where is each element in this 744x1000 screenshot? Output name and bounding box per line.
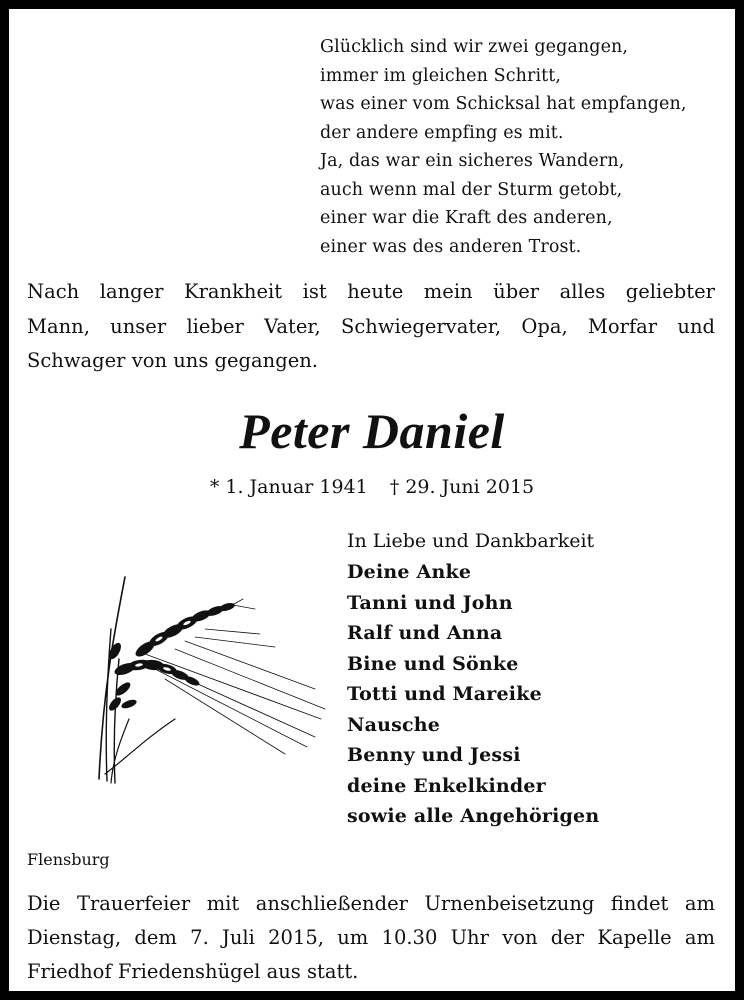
mourners-lead: In Liebe und Dankbarkeit <box>347 530 595 552</box>
mourner-name: Bine und Sönke <box>347 652 519 675</box>
intro-text <box>27 275 715 379</box>
poem-line: einer war die Kraft des anderen, <box>320 208 613 228</box>
mourner-name: Benny und Jessi <box>347 744 521 766</box>
intro-line: Mann, unser lieber Vater, Schwiegervater, Opa, Morfar und <box>27 314 715 338</box>
mourner-name: Deine Anke <box>347 561 472 583</box>
intro-line: Schwager von uns gegangen. <box>27 349 319 372</box>
poem-line: einer was des anderen Trost. <box>320 236 582 257</box>
poem-line: Ja, das war ein sicheres Wandern, <box>320 151 625 171</box>
poem-line: immer im gleichen Schritt, <box>320 65 562 86</box>
birth-date: * 1. Januar 1941 <box>209 476 368 498</box>
deceased-name: Peter Daniel <box>239 403 505 459</box>
mourner-name: Tanni und John <box>347 591 513 614</box>
mourner-name: Ralf und Anna <box>347 622 503 644</box>
death-date: † 29. Juni 2015 <box>389 476 535 498</box>
service-line: Dienstag, dem 7. Juli 2015, um 10.30 Uhr von der Kapelle am <box>27 926 715 949</box>
poem <box>320 33 740 261</box>
mourner-name: sowie alle Angehörigen <box>347 805 600 827</box>
mourners-list <box>347 525 737 832</box>
service-info <box>27 887 715 989</box>
poem-line: Glücklich sind wir zwei gegangen, <box>320 37 629 57</box>
wheat-ears-icon <box>85 569 335 789</box>
intro-line: Nach langer Krankheit ist heute mein über alles geliebter <box>27 280 715 303</box>
poem-line: auch wenn mal der Sturm getobt, <box>320 179 623 200</box>
life-dates <box>9 473 735 501</box>
service-line: Friedhof Friedenshügel aus statt. <box>27 960 359 983</box>
mourner-name: Totti und Mareike <box>347 683 542 705</box>
place-name: Flensburg <box>27 850 110 869</box>
poem-line: der andere empfing es mit. <box>320 122 564 143</box>
mourner-name: deine Enkelkinder <box>347 774 546 797</box>
poem-line: was einer vom Schicksal hat empfangen, <box>320 94 687 114</box>
service-line: Die Trauerfeier mit anschließender Urnenbeisetzung findet am <box>27 892 715 915</box>
mourner-name: Nausche <box>347 713 441 736</box>
